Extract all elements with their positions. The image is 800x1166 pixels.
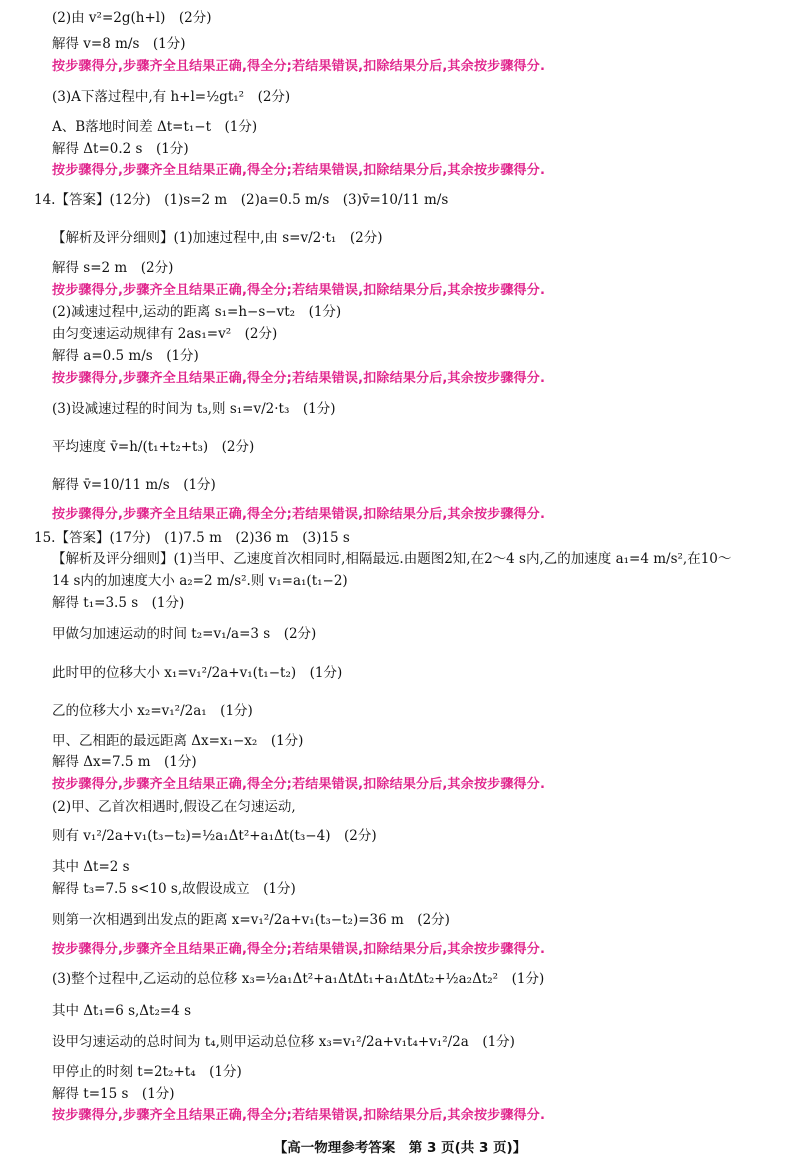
text-line: 设甲匀速运动的总时间为 t₄,则甲运动总位移 x₃=v₁²/2a+v₁t₄+v₁²/2a (1分): [52, 1034, 515, 1050]
text-line: 其中 Δt=2 s: [52, 859, 130, 875]
answer-heading-14: 14.【答案】(12分) (1)s=2 m (2)a=0.5 m/s (3)v̄=10/11 m/s: [34, 192, 449, 208]
analysis-heading: 【解析及评分细则】(1)当甲、乙速度首次相同时,相隔最远.由题图2知,在2～4 s内,乙的加速度 a₁=4 m/s²,在10～: [52, 551, 732, 567]
text-line: 平均速度 v̄=h/(t₁+t₂+t₃) (2分): [52, 439, 255, 455]
scoring-note: 按步骤得分,步骤齐全且结果正确,得全分;若结果错误,扣除结果分后,其余按步骤得分.: [52, 163, 546, 178]
text-line: (3)A下落过程中,有 h+l=½gt₁² (2分): [52, 89, 291, 105]
scoring-note: 按步骤得分,步骤齐全且结果正确,得全分;若结果错误,扣除结果分后,其余按步骤得分.: [52, 777, 546, 792]
text-line: 解得 v̄=10/11 m/s (1分): [52, 477, 216, 493]
text-line: 甲、乙相距的最远距离 Δx=x₁−x₂ (1分): [52, 733, 304, 749]
text-line: 解得 a=0.5 m/s (1分): [52, 348, 199, 364]
text-line: 解得 t₁=3.5 s (1分): [52, 595, 185, 611]
text-line: 解得 Δx=7.5 m (1分): [52, 754, 197, 770]
text-line: (2)甲、乙首次相遇时,假设乙在匀速运动,: [52, 799, 296, 815]
text-line: (3)整个过程中,乙运动的总位移 x₃=½a₁Δt²+a₁ΔtΔt₁+a₁ΔtΔt₂+½a₂Δt₂² (1分): [52, 971, 545, 987]
text-line: (2)减速过程中,运动的距离 s₁=h−s−vt₂ (1分): [52, 304, 342, 320]
scoring-note: 按步骤得分,步骤齐全且结果正确,得全分;若结果错误,扣除结果分后,其余按步骤得分.: [52, 59, 546, 74]
scoring-note: 按步骤得分,步骤齐全且结果正确,得全分;若结果错误,扣除结果分后,其余按步骤得分.: [52, 507, 546, 522]
text-line: 解得 t=15 s (1分): [52, 1086, 175, 1102]
scoring-note: 按步骤得分,步骤齐全且结果正确,得全分;若结果错误,扣除结果分后,其余按步骤得分.: [52, 283, 546, 298]
text-line: 甲做匀加速运动的时间 t₂=v₁/a=3 s (2分): [52, 626, 317, 642]
page-footer: 【高一物理参考答案 第 3 页(共 3 页)】: [273, 1140, 527, 1156]
text-line: 解得 t₃=7.5 s<10 s,故假设成立 (1分): [52, 881, 296, 897]
text-line: 则有 v₁²/2a+v₁(t₃−t₂)=½a₁Δt²+a₁Δt(t₃−4) (2分): [52, 828, 377, 844]
text-line: 此时甲的位移大小 x₁=v₁²/2a+v₁(t₁−t₂) (1分): [52, 665, 343, 681]
text-line: 解得 s=2 m (2分): [52, 260, 174, 276]
text-line: (2)由 v²=2g(h+l) (2分): [52, 10, 212, 26]
text-line: 14 s内的加速度大小 a₂=2 m/s².则 v₁=a₁(t₁−2): [52, 573, 348, 589]
text-line: 其中 Δt₁=6 s,Δt₂=4 s: [52, 1003, 191, 1019]
analysis-heading: 【解析及评分细则】(1)加速过程中,由 s=v/2·t₁ (2分): [52, 230, 383, 246]
text-line: 甲停止的时刻 t=2t₂+t₄ (1分): [52, 1064, 242, 1080]
scoring-note: 按步骤得分,步骤齐全且结果正确,得全分;若结果错误,扣除结果分后,其余按步骤得分.: [52, 1108, 546, 1123]
scoring-note: 按步骤得分,步骤齐全且结果正确,得全分;若结果错误,扣除结果分后,其余按步骤得分.: [52, 371, 546, 386]
text-line: (3)设减速过程的时间为 t₃,则 s₁=v/2·t₃ (1分): [52, 401, 336, 417]
text-line: 解得 Δt=0.2 s (1分): [52, 141, 189, 157]
text-line: 乙的位移大小 x₂=v₁²/2a₁ (1分): [52, 703, 253, 719]
text-line: A、B落地时间差 Δt=t₁−t (1分): [52, 119, 258, 135]
text-line: 解得 v=8 m/s (1分): [52, 36, 186, 52]
scoring-note: 按步骤得分,步骤齐全且结果正确,得全分;若结果错误,扣除结果分后,其余按步骤得分.: [52, 942, 546, 957]
text-line: 则第一次相遇到出发点的距离 x=v₁²/2a+v₁(t₃−t₂)=36 m (2分): [52, 912, 450, 928]
answer-heading-15: 15.【答案】(17分) (1)7.5 m (2)36 m (3)15 s: [34, 530, 350, 546]
text-line: 由匀变速运动规律有 2as₁=v² (2分): [52, 326, 278, 342]
